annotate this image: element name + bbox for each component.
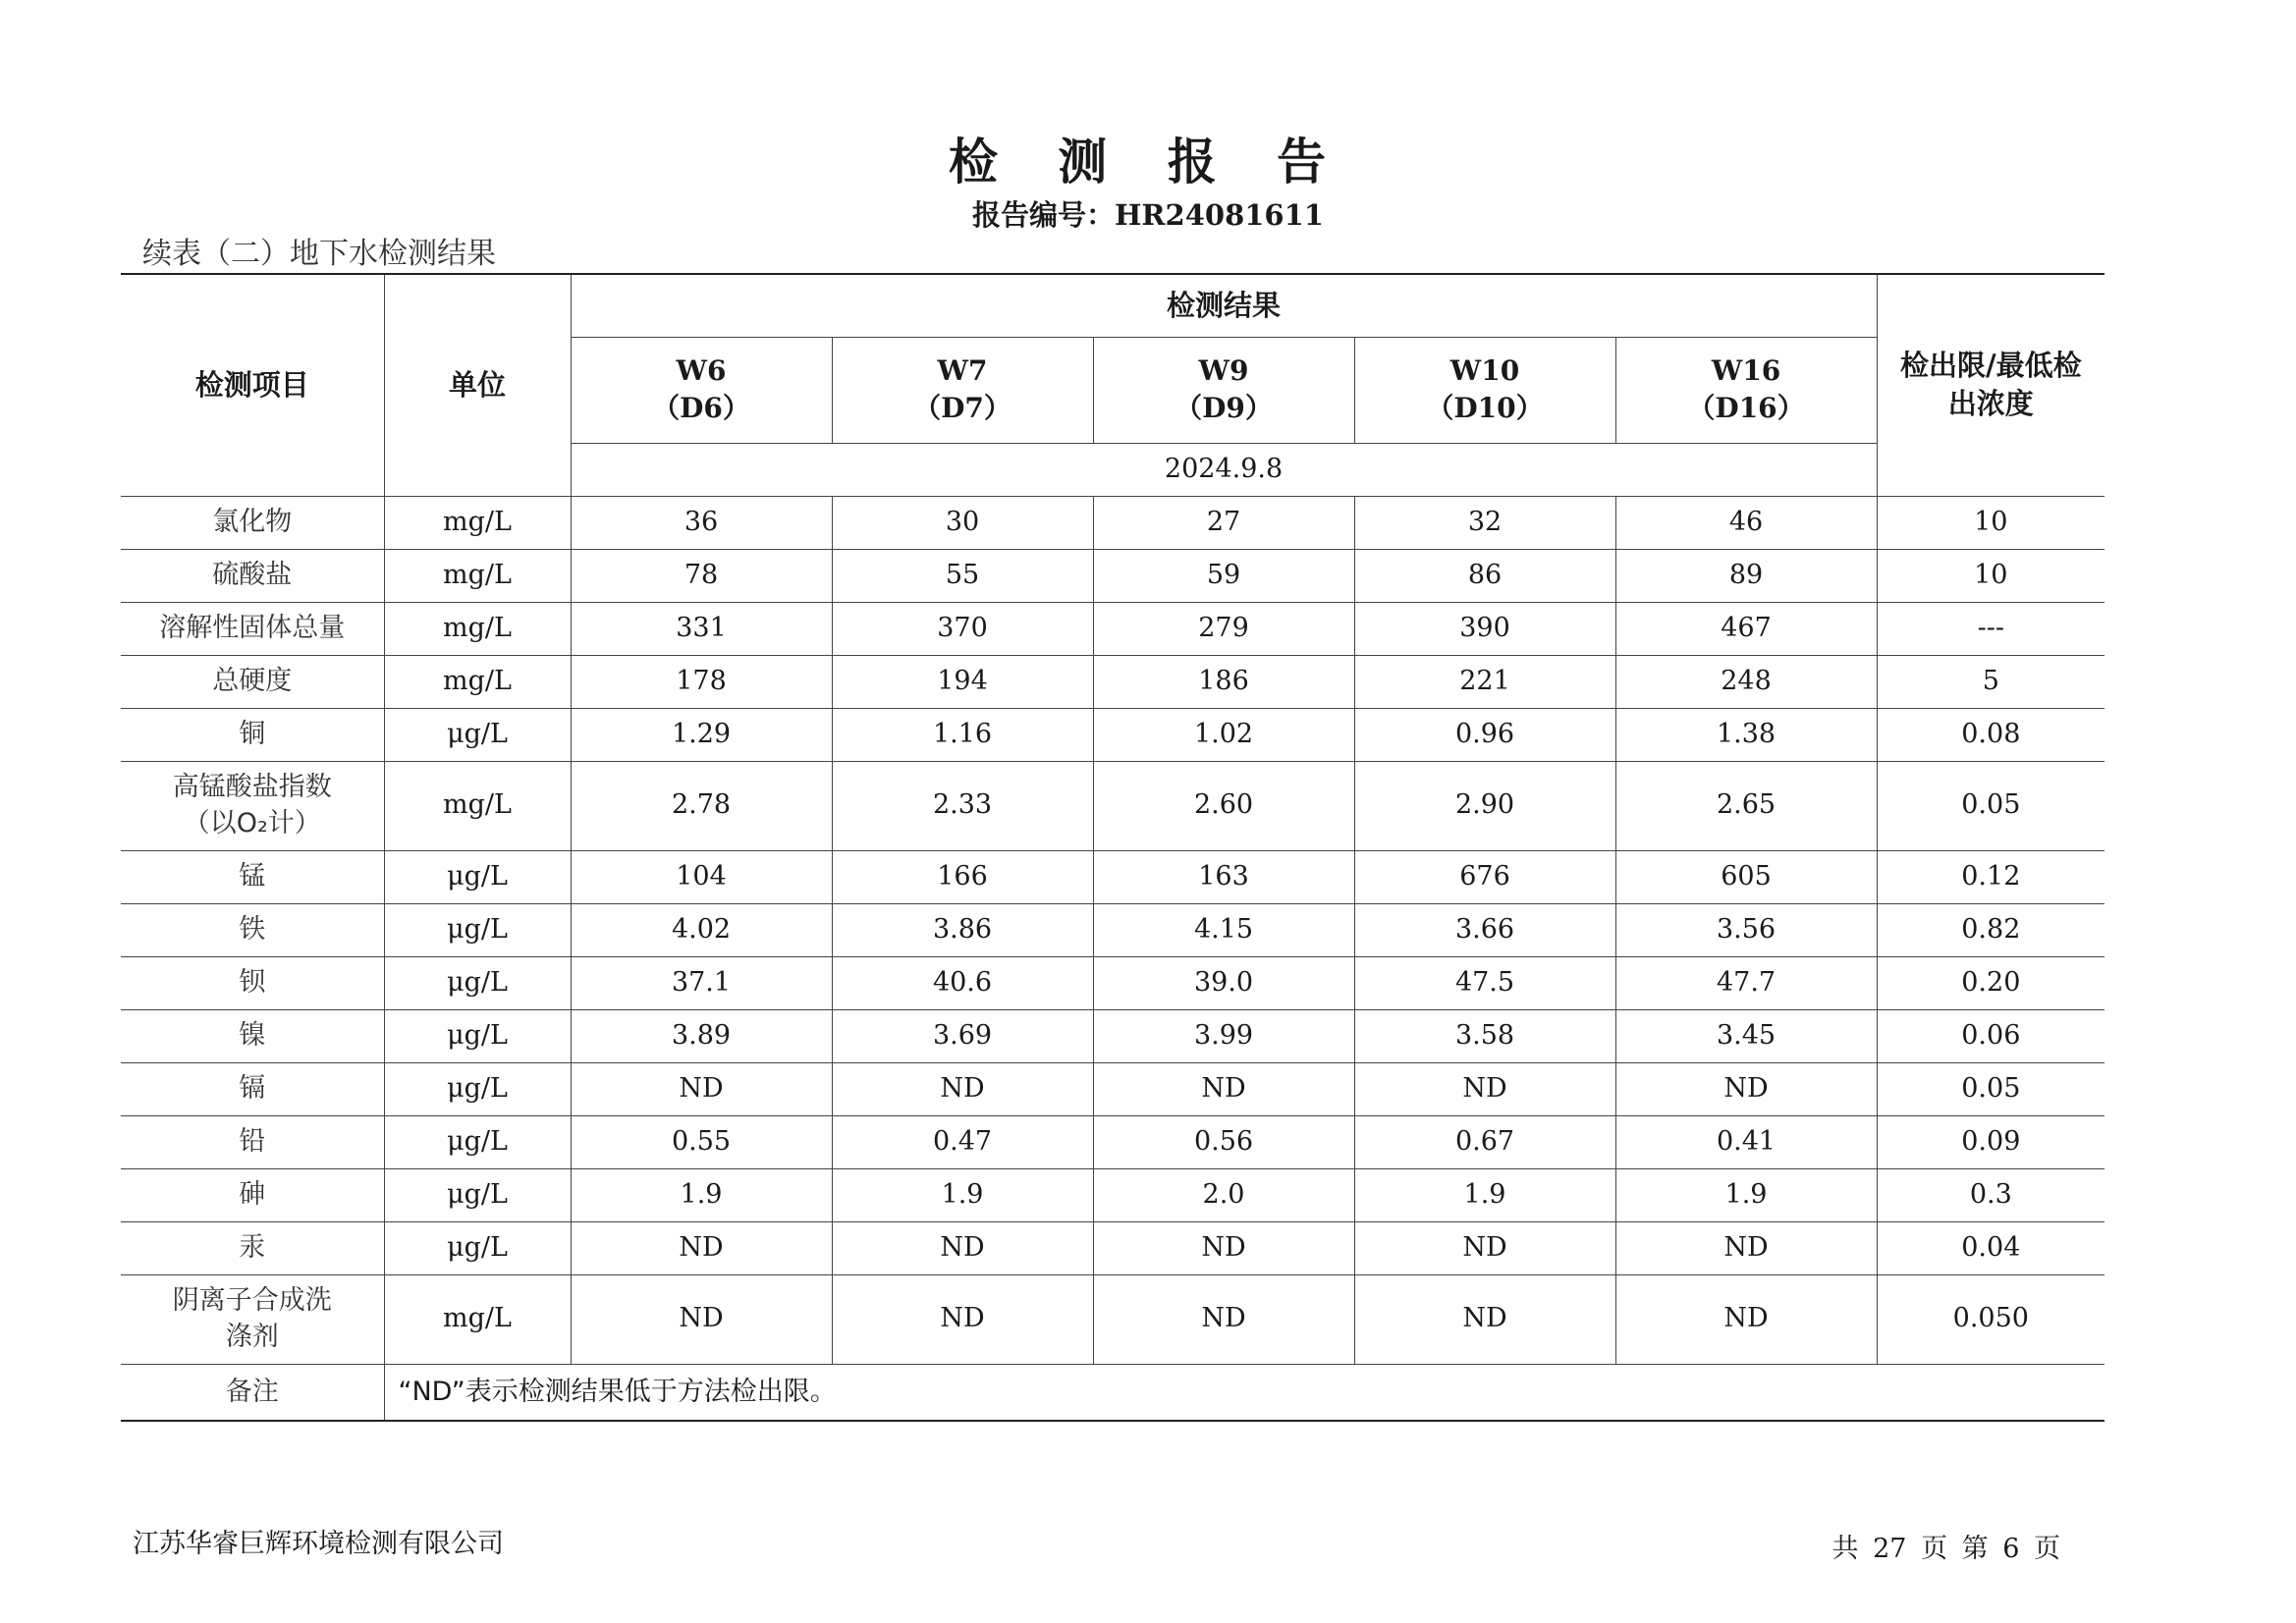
value-cell: ND [1093, 1221, 1354, 1274]
site-name: W10 [1449, 354, 1520, 388]
site-header [832, 337, 1093, 443]
value-cell: 3.86 [832, 903, 1093, 956]
site-header [1615, 337, 1877, 443]
parameter-name: 铜 [121, 708, 384, 761]
report-number [0, 193, 2296, 234]
limit-cell: --- [1877, 602, 2105, 655]
table-row [121, 903, 2105, 956]
page-title: 检 测 报 告 [948, 134, 1348, 190]
value-cell: ND [571, 1221, 832, 1274]
site-code: （D9） [1175, 392, 1273, 424]
parameter-name: 砷 [121, 1168, 384, 1221]
table-row [121, 602, 2105, 655]
parameter-name: 氯化物 [121, 496, 384, 549]
value-cell: ND [1354, 1062, 1615, 1115]
value-cell: 3.69 [832, 1009, 1093, 1062]
unit-cell: mg/L [384, 761, 571, 850]
table-row [121, 956, 2105, 1009]
value-cell: 1.9 [832, 1168, 1093, 1221]
value-cell: 0.96 [1354, 708, 1615, 761]
value-cell: 47.5 [1354, 956, 1615, 1009]
value-cell: 89 [1615, 549, 1877, 602]
unit-cell: μg/L [384, 708, 571, 761]
site-code: （D16） [1687, 392, 1805, 424]
value-cell: 166 [832, 850, 1093, 903]
unit-cell: μg/L [384, 1221, 571, 1274]
header-unit: 单位 [384, 274, 571, 496]
unit-cell: mg/L [384, 549, 571, 602]
value-cell: 2.60 [1093, 761, 1354, 850]
unit-cell: μg/L [384, 1009, 571, 1062]
value-cell: 27 [1093, 496, 1354, 549]
footer-company: 江苏华睿巨辉环境检测有限公司 [133, 1529, 504, 1559]
value-cell: 4.15 [1093, 903, 1354, 956]
table-row [121, 549, 2105, 602]
value-cell: 46 [1615, 496, 1877, 549]
value-cell: 3.89 [571, 1009, 832, 1062]
value-cell: 0.56 [1093, 1115, 1354, 1168]
value-cell: ND [832, 1062, 1093, 1115]
table-row [121, 655, 2105, 708]
parameter-name: 阴离子合成洗涤剂 [121, 1274, 384, 1364]
parameter-name: 汞 [121, 1221, 384, 1274]
table-row [121, 761, 2105, 850]
value-cell: 186 [1093, 655, 1354, 708]
value-cell: 86 [1354, 549, 1615, 602]
value-cell: ND [1093, 1274, 1354, 1364]
site-code: （D7） [913, 392, 1011, 424]
value-cell: 3.58 [1354, 1009, 1615, 1062]
unit-cell: μg/L [384, 956, 571, 1009]
header-results: 检测结果 [571, 274, 1877, 337]
value-cell: 30 [832, 496, 1093, 549]
value-cell: ND [832, 1274, 1093, 1364]
value-cell: 39.0 [1093, 956, 1354, 1009]
site-header [571, 337, 832, 443]
unit-cell: mg/L [384, 496, 571, 549]
value-cell: 467 [1615, 602, 1877, 655]
value-cell: 178 [571, 655, 832, 708]
value-cell: 194 [832, 655, 1093, 708]
limit-cell: 0.08 [1877, 708, 2105, 761]
value-cell: ND [1354, 1221, 1615, 1274]
sampling-date: 2024.9.8 [571, 443, 1877, 496]
table-row [121, 708, 2105, 761]
header-limit: 检出限/最低检出浓度 [1877, 274, 2105, 496]
value-cell: 331 [571, 602, 832, 655]
table-row [121, 1009, 2105, 1062]
parameter-name: 镉 [121, 1062, 384, 1115]
remark-text: “ND”表示检测结果低于方法检出限。 [384, 1364, 2105, 1421]
value-cell: 1.9 [1615, 1168, 1877, 1221]
value-cell: 1.9 [1354, 1168, 1615, 1221]
site-header [1354, 337, 1615, 443]
remark-label: 备注 [121, 1364, 384, 1421]
unit-cell: μg/L [384, 1115, 571, 1168]
value-cell: 2.65 [1615, 761, 1877, 850]
table-row [121, 1274, 2105, 1364]
table-row [121, 1221, 2105, 1274]
value-cell: 248 [1615, 655, 1877, 708]
value-cell: 3.45 [1615, 1009, 1877, 1062]
limit-cell: 0.050 [1877, 1274, 2105, 1364]
site-name: W6 [676, 354, 727, 388]
value-cell: 47.7 [1615, 956, 1877, 1009]
results-table [121, 273, 2105, 1422]
unit-cell: mg/L [384, 602, 571, 655]
limit-cell: 0.12 [1877, 850, 2105, 903]
parameter-name: 铅 [121, 1115, 384, 1168]
table-row [121, 496, 2105, 549]
table-row [121, 850, 2105, 903]
value-cell: 3.66 [1354, 903, 1615, 956]
value-cell: ND [1615, 1062, 1877, 1115]
site-code: （D10） [1426, 392, 1544, 424]
value-cell: 0.55 [571, 1115, 832, 1168]
value-cell: 0.41 [1615, 1115, 1877, 1168]
value-cell: 2.33 [832, 761, 1093, 850]
value-cell: 55 [832, 549, 1093, 602]
limit-cell: 0.05 [1877, 1062, 2105, 1115]
value-cell: ND [571, 1062, 832, 1115]
value-cell: 221 [1354, 655, 1615, 708]
parameter-name: 锰 [121, 850, 384, 903]
value-cell: 37.1 [571, 956, 832, 1009]
parameter-name: 总硬度 [121, 655, 384, 708]
unit-cell: mg/L [384, 1274, 571, 1364]
table-subtitle: 续表（二）地下水检测结果 [142, 237, 496, 271]
value-cell: 59 [1093, 549, 1354, 602]
value-cell: 1.38 [1615, 708, 1877, 761]
table-row [121, 1115, 2105, 1168]
limit-cell: 0.09 [1877, 1115, 2105, 1168]
parameter-name: 镍 [121, 1009, 384, 1062]
unit-cell: μg/L [384, 1168, 571, 1221]
value-cell: 3.99 [1093, 1009, 1354, 1062]
unit-cell: μg/L [384, 1062, 571, 1115]
value-cell: 40.6 [832, 956, 1093, 1009]
limit-cell: 0.82 [1877, 903, 2105, 956]
limit-cell: 10 [1877, 549, 2105, 602]
site-name: W16 [1711, 354, 1781, 388]
value-cell: ND [1354, 1274, 1615, 1364]
value-cell: 2.0 [1093, 1168, 1354, 1221]
value-cell: 1.29 [571, 708, 832, 761]
value-cell: 163 [1093, 850, 1354, 903]
value-cell: ND [571, 1274, 832, 1364]
value-cell: 0.67 [1354, 1115, 1615, 1168]
limit-cell: 5 [1877, 655, 2105, 708]
remark-row [121, 1364, 2105, 1421]
unit-cell: mg/L [384, 655, 571, 708]
report-number-value: HR24081611 [1115, 198, 1324, 232]
parameter-name: 硫酸盐 [121, 549, 384, 602]
limit-cell: 0.3 [1877, 1168, 2105, 1221]
results-body [121, 496, 2105, 1364]
site-name: W7 [937, 354, 988, 388]
value-cell: 78 [571, 549, 832, 602]
limit-cell: 0.05 [1877, 761, 2105, 850]
value-cell: 32 [1354, 496, 1615, 549]
value-cell: ND [1093, 1062, 1354, 1115]
table-row [121, 1168, 2105, 1221]
value-cell: 4.02 [571, 903, 832, 956]
value-cell: 2.78 [571, 761, 832, 850]
value-cell: 3.56 [1615, 903, 1877, 956]
unit-cell: μg/L [384, 903, 571, 956]
parameter-name: 溶解性固体总量 [121, 602, 384, 655]
unit-cell: μg/L [384, 850, 571, 903]
value-cell: ND [1615, 1221, 1877, 1274]
parameter-name: 钡 [121, 956, 384, 1009]
limit-cell: 0.20 [1877, 956, 2105, 1009]
value-cell: 605 [1615, 850, 1877, 903]
limit-cell: 10 [1877, 496, 2105, 549]
value-cell: 370 [832, 602, 1093, 655]
value-cell: 1.16 [832, 708, 1093, 761]
footer-page-number: 共 27 页 第 6 页 [1831, 1534, 2060, 1564]
value-cell: 1.9 [571, 1168, 832, 1221]
table-row [121, 1062, 2105, 1115]
header-item: 检测项目 [121, 274, 384, 496]
value-cell: 1.02 [1093, 708, 1354, 761]
value-cell: 36 [571, 496, 832, 549]
value-cell: 676 [1354, 850, 1615, 903]
report-number-label: 报告编号： [972, 198, 1116, 232]
value-cell: ND [832, 1221, 1093, 1274]
site-name: W9 [1198, 354, 1249, 388]
site-code: （D6） [652, 392, 750, 424]
value-cell: 390 [1354, 602, 1615, 655]
site-header [1093, 337, 1354, 443]
limit-cell: 0.04 [1877, 1221, 2105, 1274]
value-cell: 104 [571, 850, 832, 903]
value-cell: ND [1615, 1274, 1877, 1364]
value-cell: 2.90 [1354, 761, 1615, 850]
limit-cell: 0.06 [1877, 1009, 2105, 1062]
parameter-name: 铁 [121, 903, 384, 956]
value-cell: 279 [1093, 602, 1354, 655]
parameter-name: 高锰酸盐指数（以O₂计） [121, 761, 384, 850]
value-cell: 0.47 [832, 1115, 1093, 1168]
